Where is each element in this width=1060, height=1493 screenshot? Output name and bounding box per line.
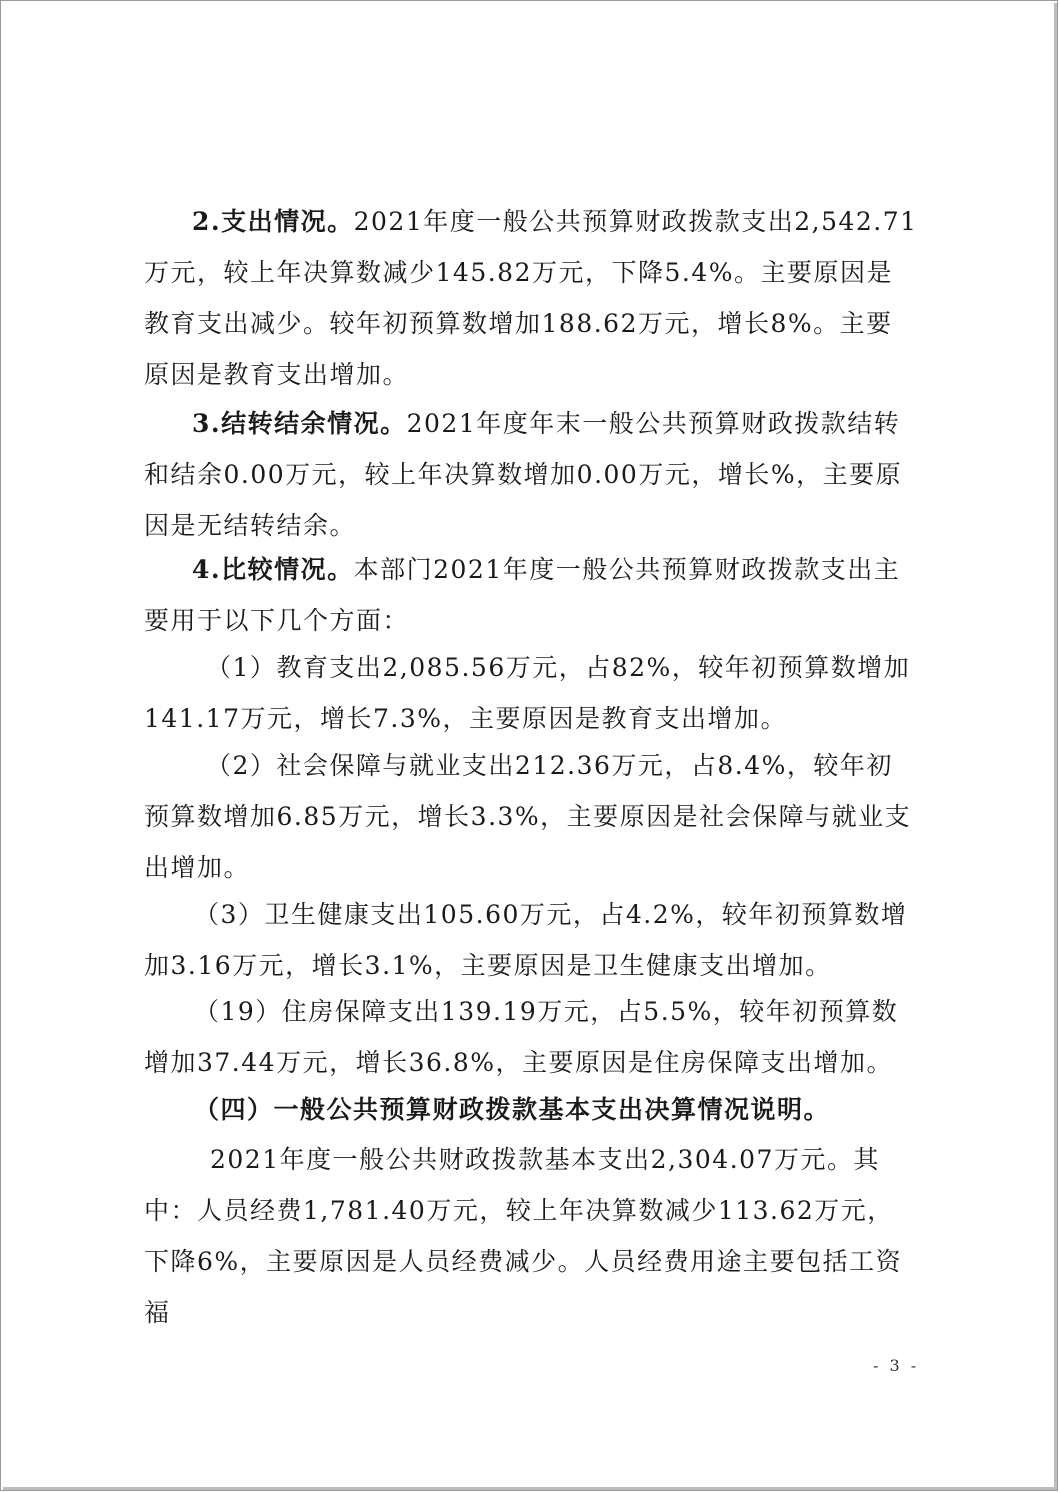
paragraph-carryover: [144, 398, 919, 551]
heading-comparison: 4.比较情况。: [192, 555, 354, 584]
paragraph-comparison: [144, 544, 919, 646]
paragraph-basic-expenditure: 2021年度一般公共财政拨款基本支出2,304.07万元。其中：人员经费1,781.40万元，较上年决算数减少113.62万元，下降6%，主要原因是人员经费减少。人员经费用途主要包括工资福: [144, 1145, 903, 1327]
text-comparison: 本部门2021年度一般公共预算财政拨款支出主要用于以下几个方面：: [144, 555, 901, 635]
list-item-education: （1）教育支出2,085.56万元，占82%，较年初预算数增加141.17万元，增长7.3%，主要原因是教育支出增加。: [144, 653, 911, 733]
heading-carryover: 3.结转结余情况。: [192, 409, 407, 438]
list-item-housing: （19）住房保障支出139.19万元，占5.5%，较年初预算数增加37.44万元，增长36.8%，主要原因是住房保障支出增加。: [144, 997, 899, 1077]
text-expenditure: 2021年度一般公共预算财政拨款支出2,542.71万元，较上年决算数减少145.82万元，下降5.4%。主要原因是教育支出减少。较年初预算数增加188.62万元，增长8%。主要原因是教育支出增加。: [144, 207, 918, 389]
page-number: - 3 -: [873, 1356, 920, 1375]
list-item-health: （3）卫生健康支出105.60万元，占4.2%，较年初预算数增加3.16万元，增长3.1%，主要原因是卫生健康支出增加。: [144, 900, 908, 980]
paragraph-expenditure: [144, 196, 919, 400]
heading-expenditure: 2.支出情况。: [192, 207, 354, 236]
section-heading-basic-expenditure: （四）一般公共预算财政拨款基本支出决算情况说明。: [194, 1095, 831, 1124]
text-carryover: 2021年度年末一般公共预算财政拨款结转和结余0.00万元，较上年决算数增加0.00万元，增长%，主要原因是无结转结余。: [144, 409, 903, 540]
list-item-social-security: （2）社会保障与就业支出212.36万元，占8.4%，较年初预算数增加6.85万元，增长3.3%，主要原因是社会保障与就业支出增加。: [144, 751, 912, 882]
